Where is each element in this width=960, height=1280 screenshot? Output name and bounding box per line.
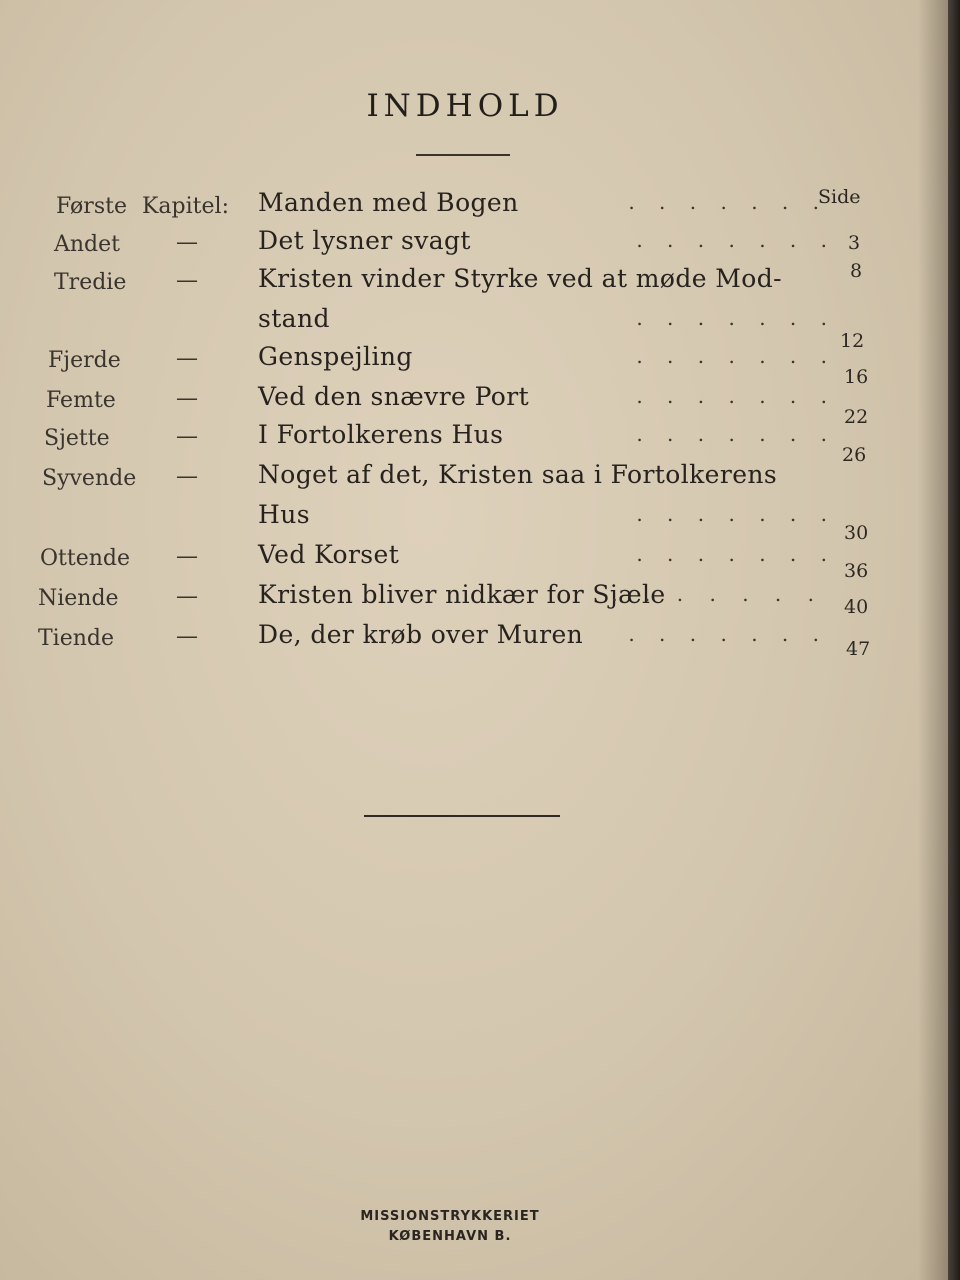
page-number: 16 [844,366,869,388]
ditto-dash: — [176,424,198,449]
page-title: INDHOLD [366,88,564,124]
ditto-dash: — [176,624,198,649]
ditto-dash: — [176,230,198,255]
chapter-ordinal: Andet [54,232,120,257]
page-number: 30 [844,522,869,544]
chapter-ordinal: Tredie [54,270,127,295]
imprint-line-2: KØBENHAVN B. [388,1229,512,1244]
chapter-ordinal: Ottende [40,546,131,571]
toc-entry [0,342,948,388]
chapter-title: Kristen vinder Styrke ved at møde Mod- [258,264,782,293]
leader-dots: . . . . . . . [636,228,836,252]
page-number: 22 [844,406,869,428]
toc-entry [0,226,948,266]
toc-entry [0,460,948,500]
leader-dots: . . . . . . . [628,622,828,646]
chapter-title: De, der krøb over Muren [258,620,584,649]
end-rule [364,815,560,817]
toc-entry [0,580,948,620]
ditto-dash: — [176,544,198,569]
chapter-ordinal: Niende [38,586,119,611]
chapter-ordinal: Syvende [42,466,137,491]
page-number: 12 [840,330,865,352]
toc-entry [0,188,948,228]
toc-entry [0,420,948,466]
side-column-label: Side [818,186,861,208]
chapter-ordinal: Sjette [44,426,110,451]
chapter-title: Det lysner svagt [258,226,471,255]
chapter-word: Kapitel: [142,194,229,219]
page-number: 36 [844,560,869,582]
leader-dots: . . . . . . . [628,190,828,214]
leader-dots: . . . . . . . [636,422,836,446]
page-number: 26 [842,444,867,466]
toc-entry [0,260,948,304]
chapter-title: Noget af det, Kristen saa i Fortolkerens [258,460,778,489]
leader-dots: . . . . . . . [636,384,836,408]
page-number: 3 [848,232,861,254]
ditto-dash: — [176,386,198,411]
leader-dots: . . . . . . . [636,542,836,566]
title-rule [416,154,510,156]
chapter-title: Kristen bliver nidkær for Sjæle [258,580,666,609]
page-number: 8 [850,260,863,282]
chapter-title: I Fortolkerens Hus [258,420,504,449]
ditto-dash: — [176,464,198,489]
page-number: 40 [844,596,869,618]
chapter-ordinal: Femte [46,388,116,413]
leader-dots: . . . . . . . [636,306,836,330]
page-number: 47 [846,638,871,660]
ditto-dash: — [176,584,198,609]
leader-dots: . . . . . . . [636,344,836,368]
chapter-title-continued: stand [258,304,330,333]
chapter-ordinal: Tiende [38,626,115,651]
imprint-line-1: MISSIONSTRYKKERIET [360,1209,540,1224]
ditto-dash: — [176,268,198,293]
leader-dots: . . . . . . . [636,502,836,526]
ditto-dash: — [176,346,198,371]
chapter-title-continued: Hus [258,500,310,529]
chapter-title: Ved Korset [258,540,400,569]
chapter-title: Ved den snævre Port [258,382,530,411]
toc-entry [0,540,948,580]
chapter-ordinal: Første [56,194,127,219]
book-spine-edge [948,0,960,1280]
leader-dots: . . . . . . . [611,582,824,606]
toc-entry-continued [0,500,948,544]
chapter-ordinal: Fjerde [48,348,121,373]
toc-entry [0,620,948,660]
chapter-title: Manden med Bogen [258,188,519,217]
toc-entry-continued [0,304,948,352]
toc-entry [0,382,948,428]
chapter-title: Genspejling [258,342,413,371]
